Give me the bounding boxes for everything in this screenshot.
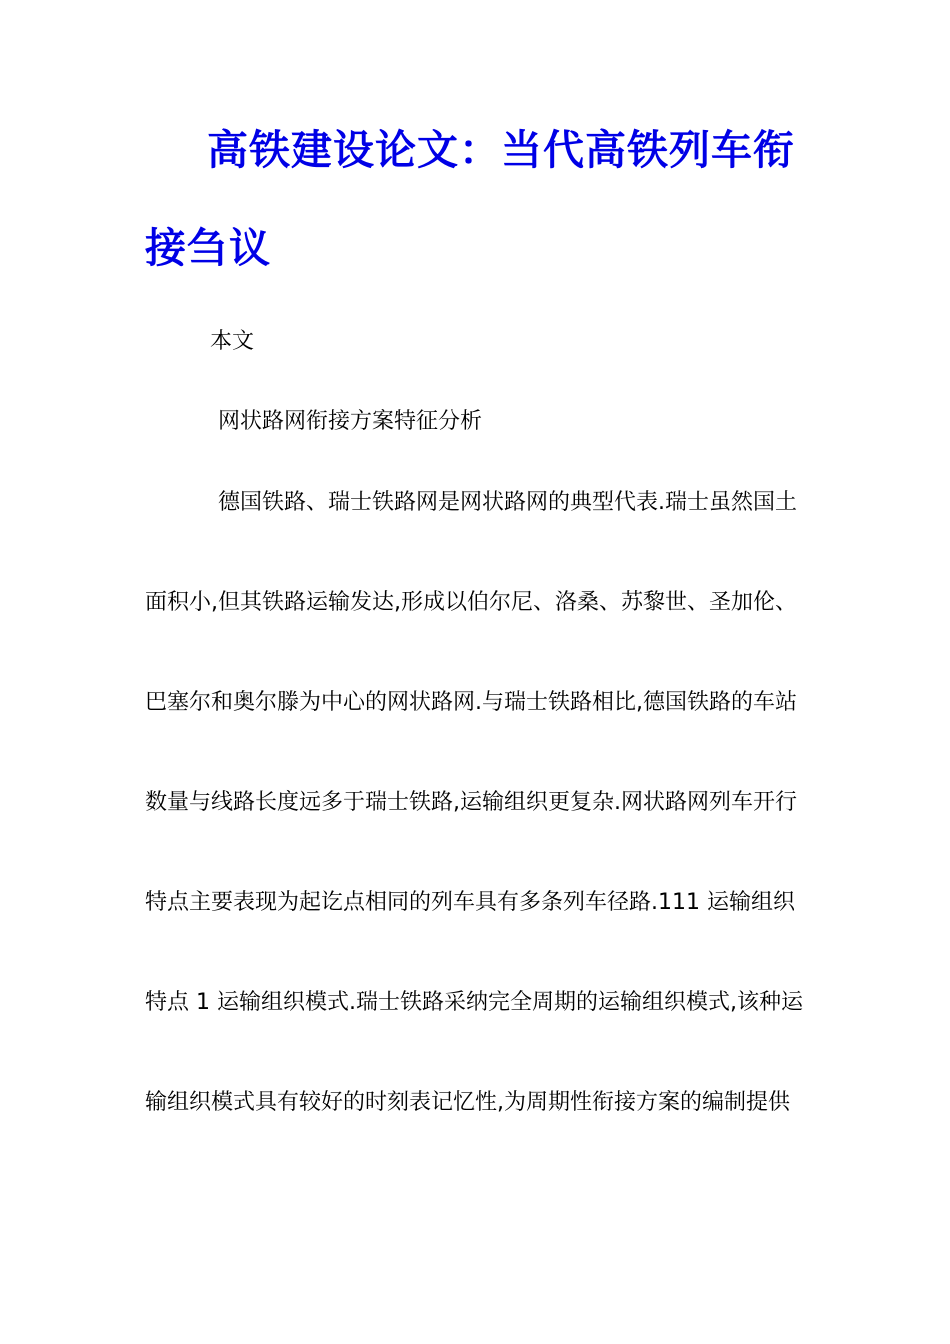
body-line-2: 面积小,但其铁路运输发达,形成以伯尔尼、洛桑、苏黎世、圣加伦、 <box>145 590 797 615</box>
document-title-line-2: 接刍议 <box>145 224 271 272</box>
body-line-7: 输组织模式具有较好的时刻表记忆性,为周期性衔接方案的编制提供 <box>145 1090 790 1115</box>
document-label: 本文 <box>210 329 255 354</box>
document-title-line-1: 高铁建设论文：当代高铁列车衔 <box>207 126 795 174</box>
body-line-5: 特点主要表现为起讫点相同的列车具有多条列车径路.111 运输组织 <box>145 890 795 915</box>
body-line-1: 德国铁路、瑞士铁路网是网状路网的典型代表.瑞士虽然国土 <box>218 490 797 515</box>
body-line-4: 数量与线路长度远多于瑞士铁路,运输组织更复杂.网状路网列车开行 <box>145 790 797 815</box>
body-line-3: 巴塞尔和奥尔滕为中心的网状路网.与瑞士铁路相比,德国铁路的车站 <box>145 690 797 715</box>
body-line-6: 特点 1 运输组织模式.瑞士铁路采纳完全周期的运输组织模式,该种运 <box>145 990 803 1015</box>
section-heading: 网状路网衔接方案特征分析 <box>218 409 483 434</box>
